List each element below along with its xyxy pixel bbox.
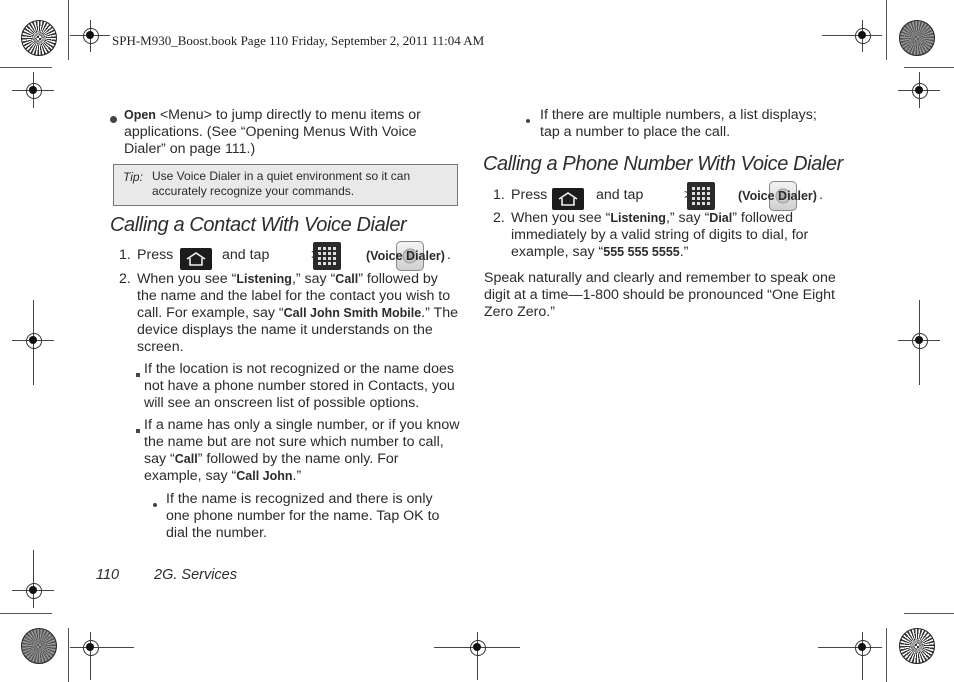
color-registration-rosette-bottom-left	[21, 628, 57, 664]
step2-text-3: ” followed immediately by a valid string of digits to dial, for example, say “	[511, 210, 809, 260]
book-header-line: SPH-M930_Boost.book Page 110 Friday, September 2, 2011 11:04 AM	[112, 33, 485, 48]
example-command: Call John	[236, 469, 293, 483]
example-command: Call John Smith Mobile	[283, 306, 422, 320]
step-number: 1.	[493, 187, 505, 203]
listening-keyword: Listening	[610, 211, 666, 225]
open-bullet-text: <Menu> to jump directly to menu items or applications. (See “Opening Menus With Voice Dialer” on page 111.)	[124, 107, 421, 157]
square-bullet-icon	[136, 373, 140, 377]
trim-line-left	[68, 0, 69, 60]
and-tap-text: and tap	[222, 247, 270, 263]
trim-line-top-left	[0, 67, 52, 68]
step2-text-3: ” followed by the name and the label for the contact you wish to call. For example, say “	[137, 271, 451, 321]
color-registration-rosette-bottom-right	[899, 628, 935, 664]
left-step-2	[119, 271, 459, 356]
sub-bullet-1-text: If the location is not recognized or the name does not have a phone number stored in Contacts, you will see an onscreen list of possible options.	[144, 361, 455, 411]
trim-line-top-right	[904, 67, 954, 68]
tip-label: Tip:	[123, 170, 143, 184]
period: .	[447, 247, 451, 263]
bullet-icon	[153, 503, 157, 507]
voice-dialer-label: (Voice Dialer)	[366, 249, 445, 263]
sub2-text-1: If a name has only a single number, or if you know the name but are not sure which number to call, say “	[144, 417, 460, 467]
step2-text-4: .”	[679, 244, 689, 260]
right-bullet	[526, 107, 831, 141]
step-number: 1.	[119, 247, 131, 263]
left-step-1	[119, 242, 459, 272]
heading-contact: Calling a Contact With Voice Dialer	[110, 214, 407, 236]
step-number: 2.	[493, 210, 505, 226]
step2-text-1: When you see “	[137, 271, 237, 287]
home-key-icon	[552, 188, 584, 210]
trim-line-bottom-right	[904, 613, 954, 614]
home-key-icon	[180, 248, 212, 270]
bullet-icon	[110, 116, 117, 123]
color-registration-rosette-top-left	[21, 20, 57, 56]
sub-bullet-1	[136, 361, 460, 412]
example-number: 555 555 5555	[603, 245, 680, 259]
color-registration-rosette-top-right	[899, 20, 935, 56]
press-text: Press	[137, 247, 174, 263]
step2-text-1: When you see “	[511, 210, 611, 226]
call-keyword: Call	[174, 452, 198, 466]
sub-sub-bullet	[153, 491, 453, 542]
tip-box	[113, 164, 458, 206]
voice-dialer-label: (Voice Dialer)	[738, 189, 817, 203]
right-step-1	[493, 182, 833, 212]
trim-line-left-bottom	[68, 628, 69, 682]
and-tap-text: and tap	[596, 187, 644, 203]
speak-naturally-paragraph: Speak naturally and clearly and remember to speak one digit at a time—1-800 should be pronounced “One Eight Zero Zero.”	[484, 270, 836, 320]
right-bullet-text: If there are multiple numbers, a list displays; tap a number to place the call.	[540, 107, 817, 140]
listening-keyword: Listening	[236, 272, 292, 286]
step2-text-2: ,” say “	[291, 271, 336, 287]
section-name: 2G. Services	[154, 567, 237, 583]
trim-line-right-bottom	[886, 628, 887, 682]
tip-text: Use Voice Dialer in a quiet environment so it can accurately recognize your commands.	[152, 169, 411, 198]
greater-than: >	[311, 247, 320, 263]
sub2-text-3: .”	[292, 468, 302, 484]
sub-bullet-2	[136, 417, 460, 485]
trim-line-right	[886, 0, 887, 60]
sub-sub-bullet-text: If the name is recognized and there is only one phone number for the name. Tap OK to dial the number.	[166, 491, 440, 541]
call-keyword: Call	[335, 272, 359, 286]
step2-text-4: .” The device displays the name it understands on the screen.	[137, 305, 458, 355]
press-text: Press	[511, 187, 548, 203]
step-number: 2.	[119, 271, 131, 287]
open-keyword: Open	[124, 108, 156, 122]
period: .	[819, 187, 823, 203]
open-bullet	[110, 107, 460, 158]
bullet-icon	[526, 119, 530, 123]
heading-phone-number: Calling a Phone Number With Voice Dialer	[483, 153, 843, 175]
right-step-2	[493, 210, 823, 261]
greater-than: >	[684, 187, 693, 203]
step2-text-2: ,” say “	[665, 210, 710, 226]
sub2-text-2: ” followed by the name only. For example, say “	[144, 451, 399, 484]
trim-line-bottom-left	[0, 613, 52, 614]
page-number: 110	[96, 567, 120, 583]
square-bullet-icon	[136, 429, 140, 433]
dial-keyword: Dial	[709, 211, 733, 225]
